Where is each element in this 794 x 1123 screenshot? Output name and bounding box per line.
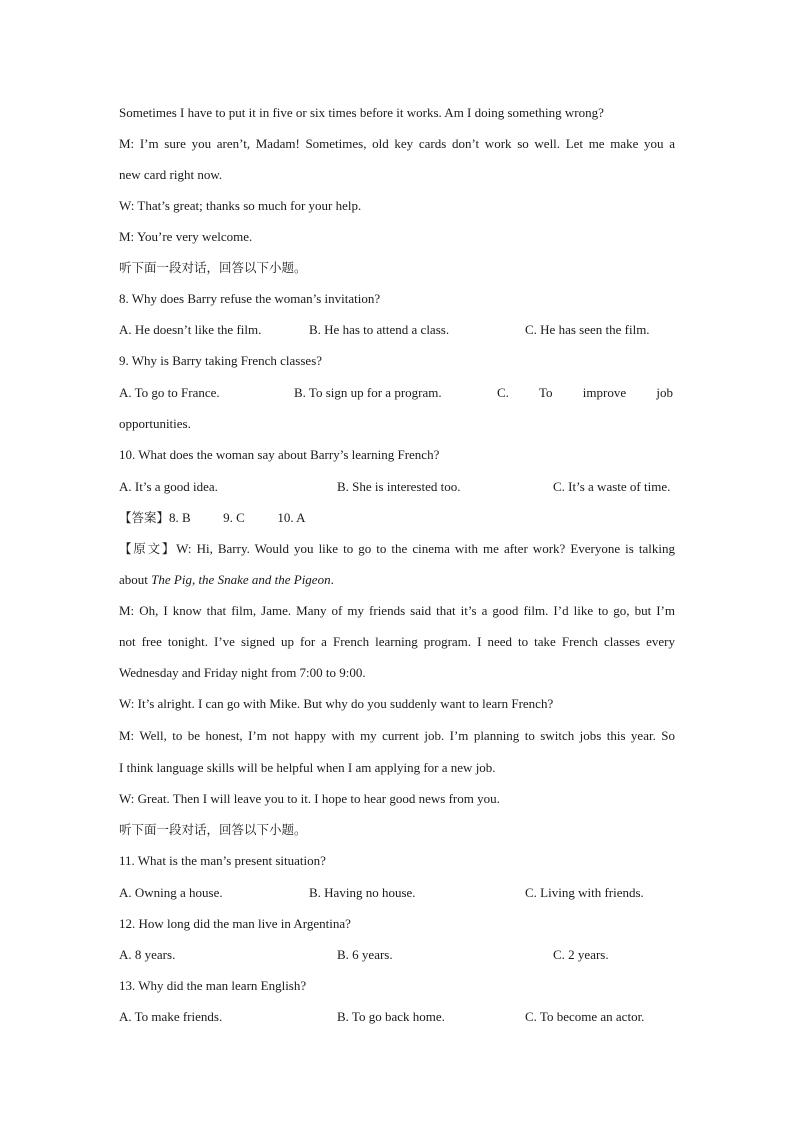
question-9-option-c: C. To improve job — [497, 385, 673, 400]
question-12-option-b: B. 6 years. — [337, 947, 393, 962]
answer-text: 8. B 9. C 10. A — [169, 510, 306, 525]
dialogue-line: M: You’re very welcome. — [119, 229, 253, 244]
film-title: The Pig, the Snake and the Pigeon — [151, 572, 331, 587]
section-instruction: 听下面一段对话，回答以下小题。 — [119, 822, 307, 837]
question-12-option-a: A. 8 years. — [119, 947, 176, 962]
question-11-option-c: C. Living with friends. — [525, 885, 644, 900]
transcript-line — [119, 572, 675, 588]
question-11-option-b: B. Having no house. — [309, 885, 416, 900]
dialogue-line: new card right now. — [119, 167, 223, 182]
question-10-option-a: A. It’s a good idea. — [119, 479, 218, 494]
question-8-option-c: C. He has seen the film. — [525, 322, 650, 337]
transcript-line: Wednesday and Friday night from 7:00 to 9:00. — [119, 665, 366, 680]
transcript-text: . — [330, 572, 334, 587]
transcript-line: W: Great. Then I will leave you to it. I hope to hear good news from you. — [119, 791, 500, 806]
question-12-option-c: C. 2 years. — [553, 947, 609, 962]
question-11-option-a: A. Owning a house. — [119, 885, 223, 900]
question-11-stem: 11. What is the man’s present situation? — [119, 853, 326, 868]
question-8-option-a: A. He doesn’t like the film. — [119, 322, 262, 337]
question-13-stem: 13. Why did the man learn English? — [119, 978, 307, 993]
question-10-option-c: C. It’s a waste of time. — [553, 479, 671, 494]
transcript-text: W: Hi, Barry. Would you like to go to the cinema with me after work? Everyone is talking — [176, 541, 675, 556]
question-10-option-b: B. She is interested too. — [337, 479, 461, 494]
transcript-text: about — [119, 572, 152, 587]
question-10-stem: 10. What does the woman say about Barry’s learning French? — [119, 447, 440, 462]
question-13-option-c: C. To become an actor. — [525, 1009, 645, 1024]
answer-line — [119, 510, 675, 526]
section-instruction: 听下面一段对话，回答以下小题。 — [119, 260, 307, 275]
transcript-line: not free tonight. I’ve signed up for a French learning program. I need to take French classes every — [119, 634, 675, 649]
transcript-line: M: Oh, I know that film, Jame. Many of my friends said that it’s a good film. I’d like to go, but I’m — [119, 603, 675, 618]
question-8-stem: 8. Why does Barry refuse the woman’s invitation? — [119, 291, 381, 306]
question-13-option-b: B. To go back home. — [337, 1009, 445, 1024]
transcript-line: I think language skills will be helpful when I am applying for a new job. — [119, 760, 496, 775]
question-9-option-b: B. To sign up for a program. — [294, 385, 442, 400]
question-9-option-a: A. To go to France. — [119, 385, 220, 400]
question-9-stem: 9. Why is Barry taking French classes? — [119, 353, 323, 368]
transcript-label: 【原文】 — [119, 541, 177, 556]
dialogue-line: M: I’m sure you aren’t, Madam! Sometimes, old key cards don’t work so well. Let me make you a — [119, 136, 675, 151]
question-12-stem: 12. How long did the man live in Argentina? — [119, 916, 351, 931]
question-13-option-a: A. To make friends. — [119, 1009, 223, 1024]
dialogue-line: W: That’s great; thanks so much for your help. — [119, 198, 362, 213]
transcript-line: W: It’s alright. I can go with Mike. But why do you suddenly want to learn French? — [119, 696, 554, 711]
answer-label: 【答案】 — [119, 510, 170, 525]
question-8-option-b: B. He has to attend a class. — [309, 322, 450, 337]
transcript-line — [119, 541, 675, 557]
dialogue-line: Sometimes I have to put it in five or six times before it works. Am I doing something wrong? — [119, 105, 604, 120]
transcript-line: M: Well, to be honest, I’m not happy with my current job. I’m planning to switch jobs this year. So — [119, 728, 675, 743]
question-9-option-c-continued: opportunities. — [119, 416, 191, 431]
